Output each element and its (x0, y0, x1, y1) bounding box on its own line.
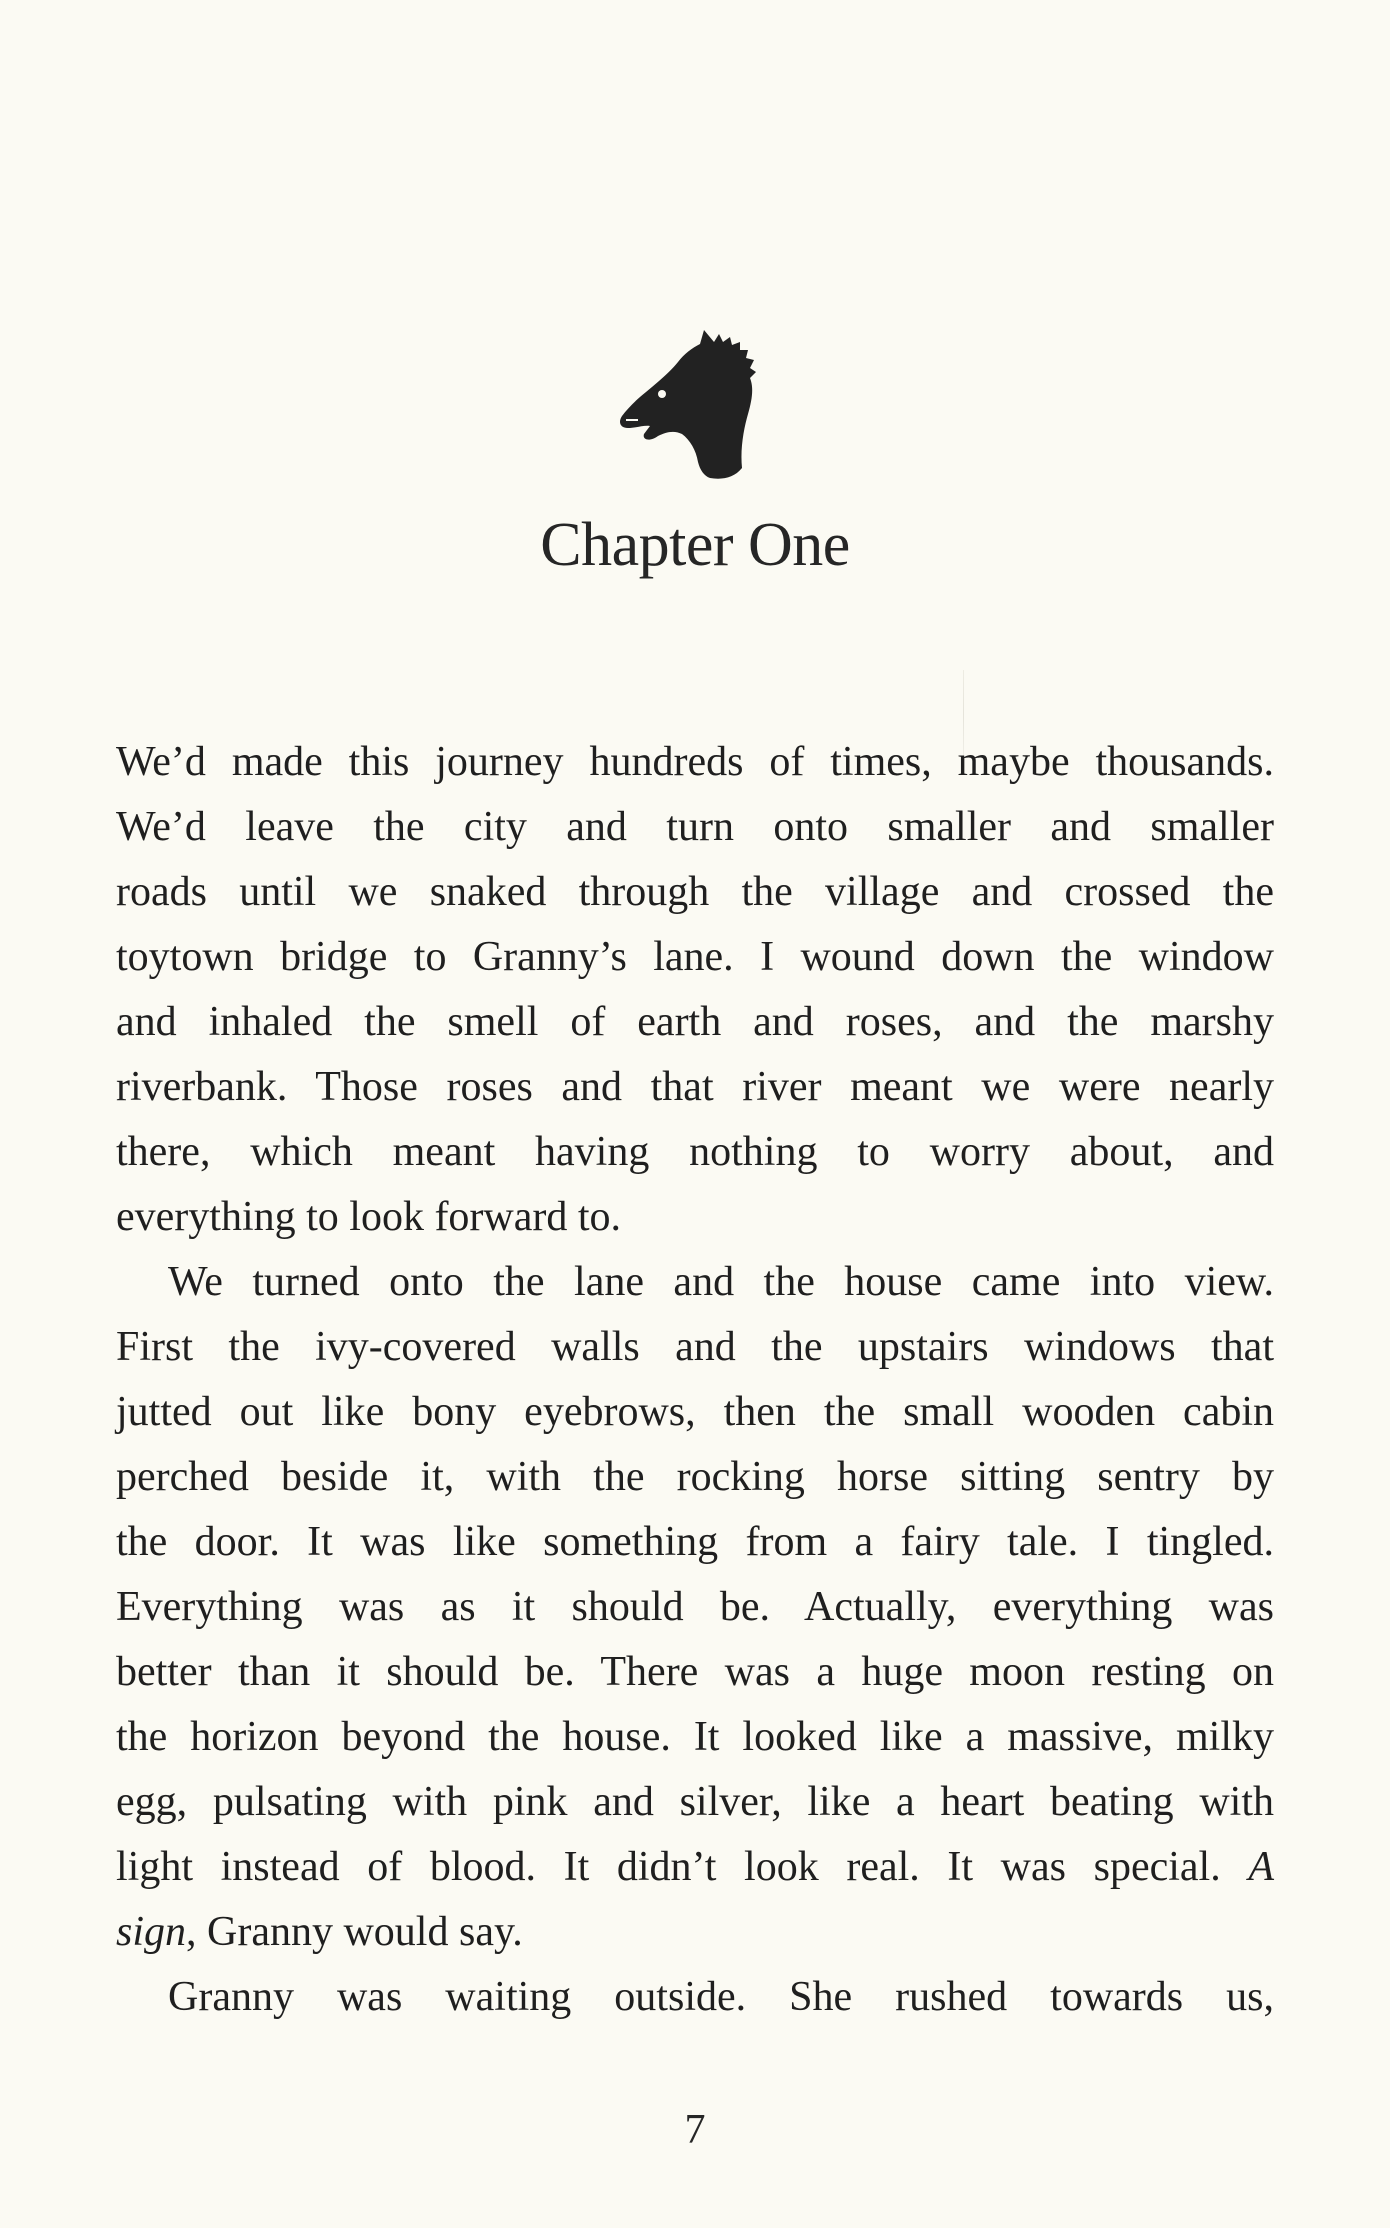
text-line: Granny was waiting outside. She rushed towards us, (168, 1974, 1274, 2020)
text-line: We’d made this journey hundreds of times, maybe thousands. (116, 739, 1274, 785)
chapter-title: Chapter One (540, 511, 850, 579)
italic-word: sign (116, 1909, 187, 1955)
body-text (116, 730, 1274, 2030)
text-line: everything to look forward to. (116, 1194, 622, 1240)
text-line: riverbank. Those roses and that river meant we were nearly (116, 1064, 1274, 1110)
text-line: toytown bridge to Granny’s lane. I wound down the window (116, 934, 1274, 980)
text-line-with-italic (116, 1835, 1274, 1900)
text-line: egg, pulsating with pink and silver, like a heart beating with (116, 1779, 1274, 1825)
text-line: better than it should be. There was a huge moon resting on (116, 1649, 1274, 1695)
paragraph-1 (116, 730, 1274, 1250)
page-number: 7 (684, 2107, 706, 2153)
text-line: jutted out like bony eyebrows, then the small wooden cabin (116, 1389, 1274, 1435)
italic-word: A (1248, 1844, 1274, 1890)
horse-head-icon (592, 328, 772, 488)
text-line: the door. It was like something from a fairy tale. I tingled. (116, 1519, 1274, 1565)
text-line: We turned onto the lane and the house came into view. (168, 1259, 1274, 1305)
text-line-main: light instead of blood. It didn’t look real. It was special. (116, 1844, 1221, 1890)
paragraph-2 (116, 1250, 1274, 1965)
text-line: First the ivy-covered walls and the upstairs windows that (116, 1324, 1274, 1370)
text-line: and inhaled the smell of earth and roses, and the marshy (116, 999, 1274, 1045)
text-line: We’d leave the city and turn onto smaller and smaller (116, 804, 1274, 850)
text-line-with-italic (116, 1900, 1274, 1965)
text-line: perched beside it, with the rocking horse sitting sentry by (116, 1454, 1274, 1500)
text-line-rest: , Granny would say. (186, 1909, 523, 1955)
text-line: there, which meant having nothing to worry about, and (116, 1129, 1274, 1175)
text-line: roads until we snaked through the village and crossed the (116, 869, 1274, 915)
paragraph-3 (116, 1965, 1274, 2030)
text-line: the horizon beyond the house. It looked like a massive, milky (116, 1714, 1274, 1760)
text-line: Everything was as it should be. Actually, everything was (116, 1584, 1274, 1630)
